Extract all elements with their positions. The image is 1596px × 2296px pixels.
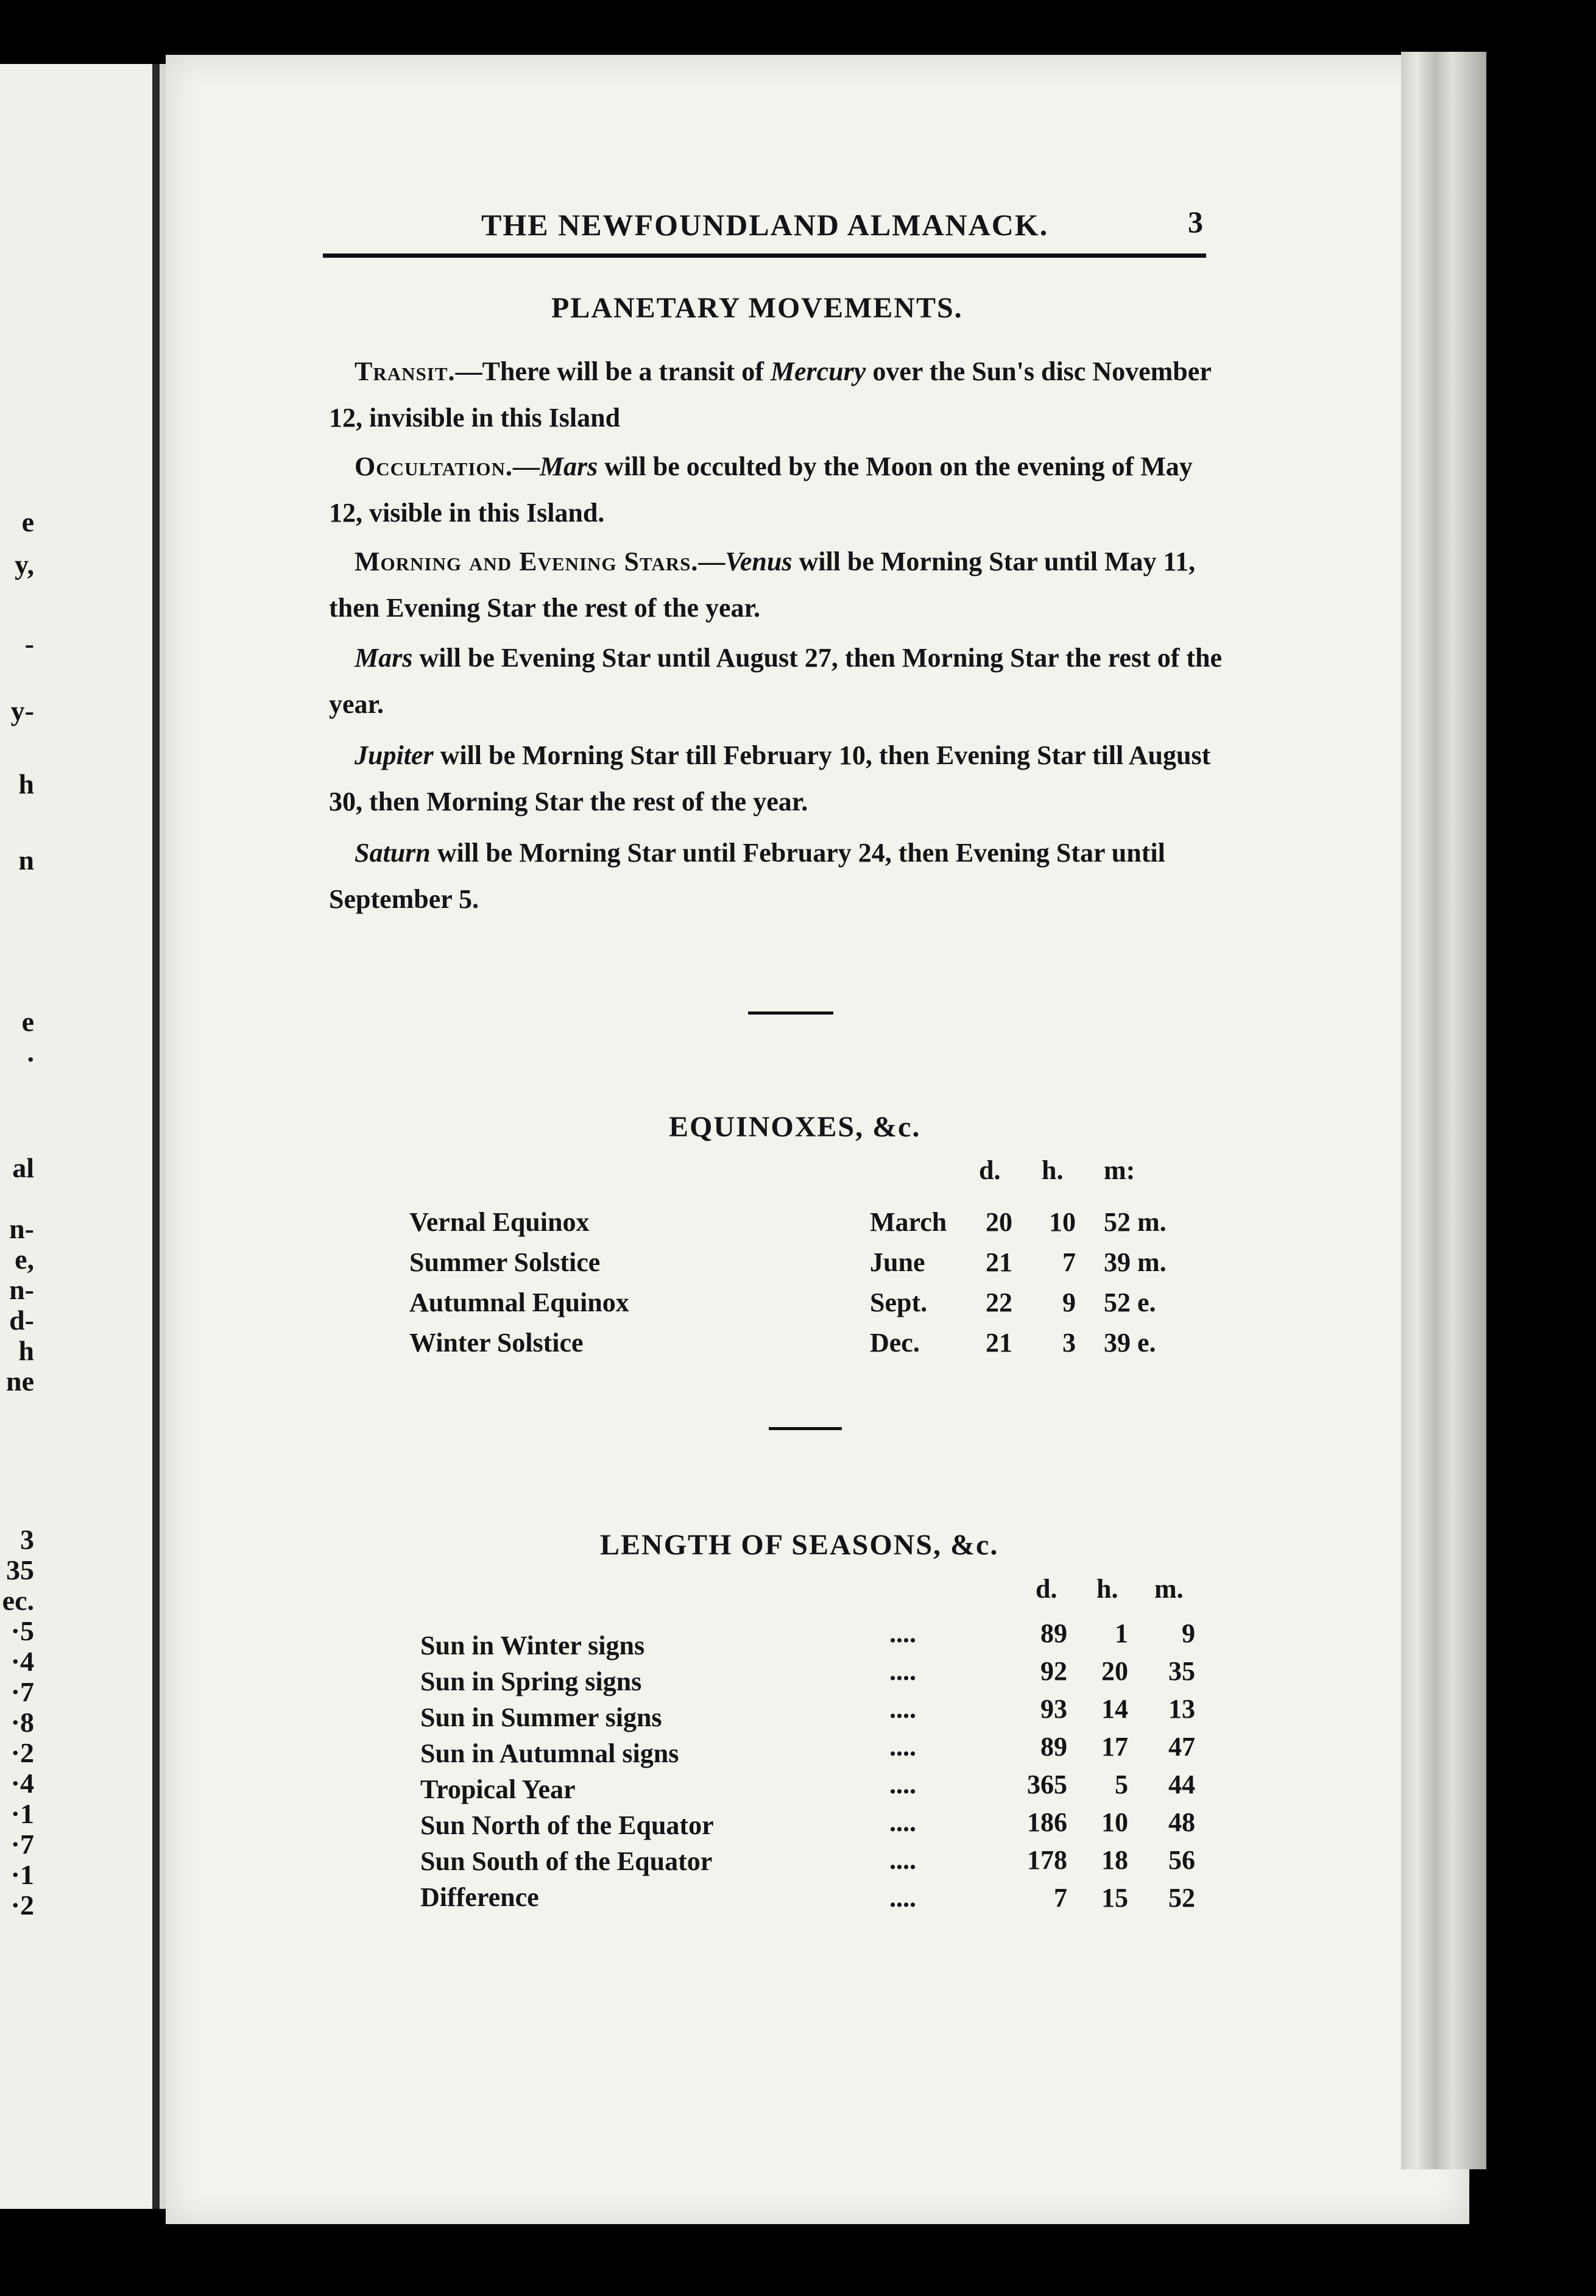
season-leader: ....	[889, 1732, 916, 1762]
equinox-name: Autumnal Equinox	[409, 1288, 629, 1317]
season-hours: 18	[1101, 1845, 1128, 1875]
left-page-fragment: 35	[6, 1554, 34, 1586]
equinox-minute: 39 e.	[1104, 1328, 1156, 1358]
equinox-month: Dec.	[870, 1328, 920, 1358]
left-page-fragment: h	[18, 768, 34, 799]
season-name: Tropical Year	[420, 1774, 576, 1804]
left-page-fragment: h	[18, 1335, 34, 1366]
seasons-col-h: h.	[1096, 1574, 1118, 1604]
equinox-day: 21	[986, 1328, 1012, 1358]
left-page-fragment: .	[27, 1036, 34, 1068]
left-page-text	[0, 64, 38, 2209]
equinox-name: Vernal Equinox	[409, 1207, 590, 1237]
header-rule	[323, 253, 1206, 258]
left-page-fragment: y-	[10, 695, 34, 726]
season-hours: 5	[1115, 1770, 1128, 1799]
season-minutes: 56	[1168, 1845, 1195, 1875]
equinox-hour: 10	[1049, 1207, 1076, 1237]
season-days: 89	[1040, 1618, 1067, 1648]
equinox-hour: 7	[1062, 1247, 1076, 1277]
season-minutes: 44	[1168, 1770, 1195, 1799]
equinox-day: 21	[986, 1247, 1012, 1277]
left-page-fragment: 3	[20, 1524, 34, 1555]
equinox-name: Summer Solstice	[409, 1247, 601, 1277]
left-page-fragment: e,	[15, 1244, 34, 1275]
season-name: Sun in Winter signs	[420, 1631, 645, 1660]
season-hours: 10	[1101, 1807, 1128, 1837]
left-page-fragment: ·2	[10, 1737, 34, 1768]
season-name: Sun in Autumnal signs	[420, 1738, 679, 1768]
season-days: 365	[1027, 1770, 1067, 1799]
jupiter-paragraph: Jupiter will be Morning Star till February 10, then Evening Star till August 30, then Morning Star the rest of the year.	[329, 740, 1211, 817]
left-page-fragment: ·7	[10, 1676, 34, 1707]
season-leader: ....	[889, 1845, 916, 1875]
left-page-fragment: ec.	[2, 1585, 34, 1616]
season-leader: ....	[889, 1883, 916, 1913]
season-days: 7	[1054, 1883, 1067, 1913]
left-page-fragment: ·4	[10, 1768, 34, 1799]
season-leader: ....	[889, 1656, 916, 1686]
left-page-fragment: ·7	[10, 1829, 34, 1860]
occultation-label: Occultation.	[355, 452, 513, 481]
season-minutes: 47	[1168, 1732, 1195, 1762]
season-minutes: 9	[1182, 1618, 1195, 1648]
planetary-heading: PLANETARY MOVEMENTS.	[551, 292, 963, 324]
left-page-fragment: ·1	[10, 1798, 34, 1829]
season-name: Sun in Summer signs	[420, 1703, 662, 1732]
season-minutes: 13	[1168, 1694, 1195, 1724]
equinox-col-h: h.	[1042, 1155, 1064, 1185]
season-leader: ....	[889, 1770, 916, 1799]
season-days: 178	[1027, 1845, 1067, 1875]
season-hours: 14	[1101, 1694, 1128, 1724]
equinoxes-heading: EQUINOXES, &c.	[669, 1111, 921, 1143]
season-minutes: 52	[1168, 1883, 1195, 1913]
left-page-fragment: e	[21, 506, 34, 537]
left-page-fragment: -	[24, 628, 34, 659]
equinox-day: 20	[986, 1207, 1012, 1237]
book-gutter	[152, 64, 160, 2209]
left-page-fragment: ·4	[10, 1646, 34, 1677]
saturn-paragraph: Saturn will be Morning Star until February 24, then Evening Star until September 5.	[329, 838, 1165, 914]
season-leader: ....	[889, 1694, 916, 1724]
page-edges	[1401, 52, 1486, 2169]
transit-label: Transit.	[355, 356, 456, 386]
left-page-fragment: n-	[9, 1274, 34, 1305]
equinox-minute: 39 m.	[1104, 1247, 1167, 1277]
equinox-month: June	[870, 1247, 925, 1277]
transit-paragraph: Transit.—There will be a transit of Mercury over the Sun's disc November 12, invisible in this Island	[329, 356, 1212, 433]
season-days: 93	[1040, 1694, 1067, 1724]
left-page-fragment: ·2	[10, 1890, 34, 1921]
season-name: Difference	[420, 1882, 539, 1912]
morning-evening-paragraph: Morning and Evening Stars.—Venus will be Morning Star until May 11, then Evening Star the rest of the year.	[329, 547, 1196, 623]
season-minutes: 48	[1168, 1807, 1195, 1837]
left-page-fragment: ·5	[10, 1615, 34, 1646]
season-name: Sun in Spring signs	[420, 1667, 642, 1696]
mars-paragraph: Mars will be Evening Star until August 27, then Morning Star the rest of the year.	[329, 643, 1223, 719]
seasons-col-d: d.	[1036, 1574, 1058, 1604]
page-number: 3	[1188, 205, 1203, 239]
running-header: THE NEWFOUNDLAND ALMANACK.	[481, 208, 1049, 242]
left-page-fragment: n-	[9, 1213, 34, 1244]
season-name: Sun South of the Equator	[420, 1846, 713, 1876]
season-minutes: 35	[1168, 1656, 1195, 1686]
equinox-col-m: m:	[1104, 1155, 1135, 1185]
section-divider	[769, 1427, 842, 1430]
seasons-heading: LENGTH OF SEASONS, &c.	[600, 1529, 999, 1561]
left-page-fragment: d-	[9, 1305, 34, 1336]
equinox-hour: 3	[1062, 1328, 1076, 1358]
season-leader: ....	[889, 1618, 916, 1648]
morning-evening-label: Morning and Evening Stars.	[355, 547, 699, 576]
season-hours: 15	[1101, 1883, 1128, 1913]
equinox-day: 22	[986, 1288, 1012, 1317]
season-hours: 1	[1115, 1618, 1128, 1648]
equinox-minute: 52 e.	[1104, 1288, 1156, 1317]
equinox-col-d: d.	[979, 1155, 1001, 1185]
left-page-fragment: n	[18, 845, 34, 876]
section-divider	[748, 1012, 833, 1015]
occultation-paragraph: Occultation.—Mars will be occulted by the Moon on the evening of May 12, visible in this Island.	[329, 452, 1193, 528]
season-days: 92	[1040, 1656, 1067, 1686]
left-page-fragment: ne	[6, 1366, 34, 1397]
season-leader: ....	[889, 1807, 916, 1837]
left-page-fragment: ·8	[10, 1707, 34, 1738]
equinox-hour: 9	[1062, 1288, 1076, 1317]
season-days: 89	[1040, 1732, 1067, 1762]
left-page-fragment: e	[21, 1006, 34, 1037]
season-hours: 20	[1101, 1656, 1128, 1686]
equinox-month: Sept.	[870, 1288, 928, 1317]
left-page-fragment: al	[12, 1152, 34, 1183]
season-name: Sun North of the Equator	[420, 1810, 714, 1840]
seasons-col-m: m.	[1154, 1574, 1184, 1604]
equinox-name: Winter Solstice	[409, 1328, 584, 1358]
season-hours: 17	[1101, 1732, 1128, 1762]
equinox-month: March	[870, 1207, 947, 1237]
season-days: 186	[1027, 1807, 1067, 1837]
left-page-fragment: ·1	[10, 1859, 34, 1890]
left-page-fragment: y,	[15, 549, 34, 580]
equinox-minute: 52 m.	[1104, 1207, 1167, 1237]
